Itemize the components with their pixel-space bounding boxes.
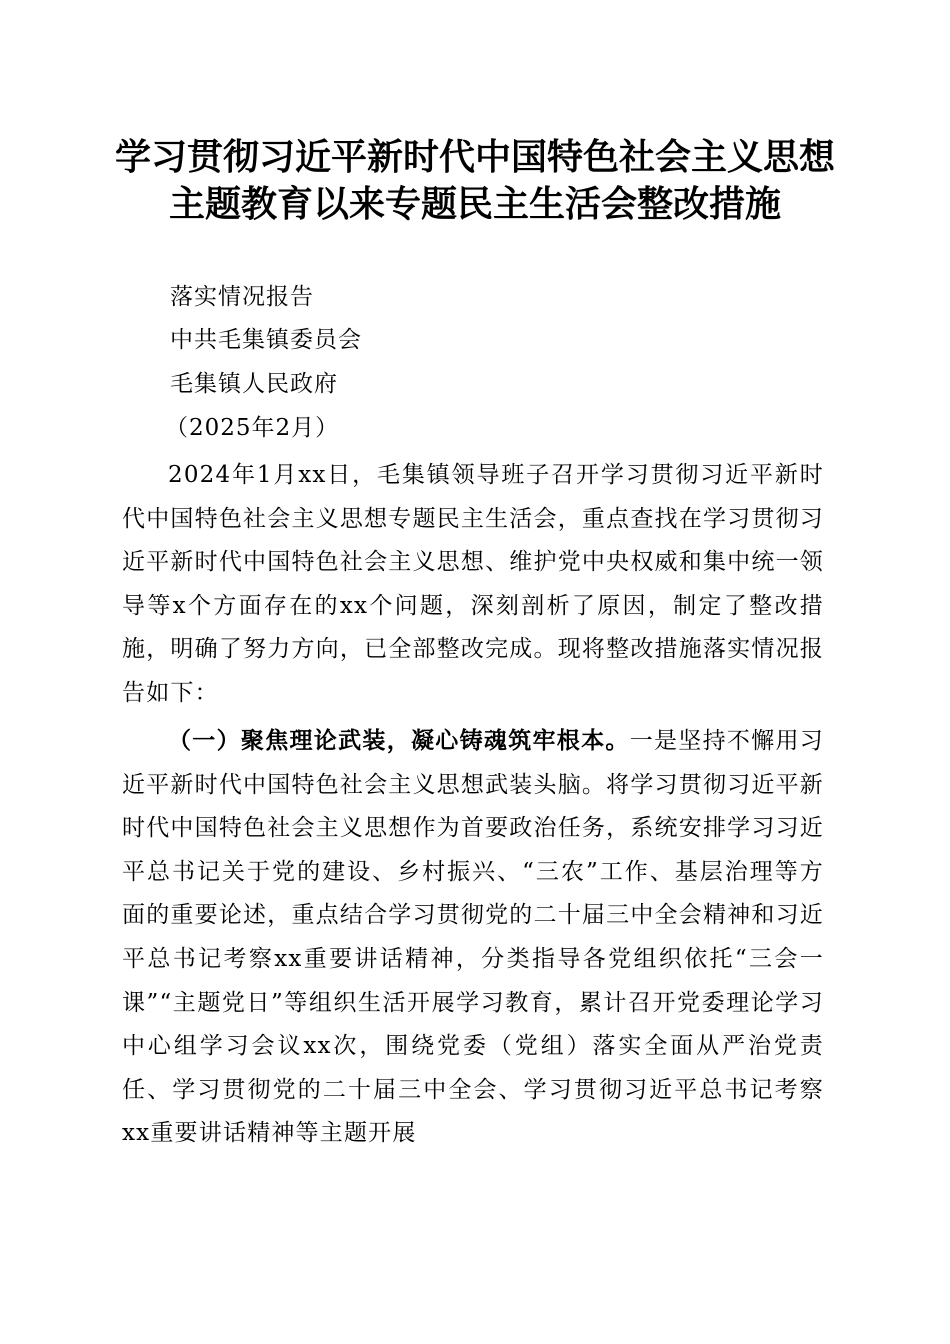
document-subtitle: 落实情况报告 xyxy=(170,284,314,310)
body-paragraph-section-1 xyxy=(122,720,824,1156)
document-title-line-2: 主题教育以来专题民主生活会整改措施 xyxy=(168,184,781,225)
issuing-organization-government: 毛集镇人民政府 xyxy=(170,371,338,397)
document-title-line-1: 学习贯彻习近平新时代中国特色社会主义思想 xyxy=(114,137,835,178)
document-date: （2025年2月） xyxy=(165,415,340,441)
issuing-organization-party-committee: 中共毛集镇委员会 xyxy=(170,327,362,353)
body-paragraph-intro: 2024年1月xx日，毛集镇领导班子召开学习贯彻习近平新时代中国特色社会主义思想专题民主生活会，重点查找在学习贯彻习近平新时代中国特色社会主义思想、维护党中央权威和集中统一领导等x个方面存在的xx个问题，深刻剖析了原因，制定了整改措施，明确了努力方向，已全部整改完成。现将整改措施落实情况报告如下： xyxy=(122,462,824,706)
section-1-body: 一是坚持不懈用习近平新时代中国特色社会主义思想武装头脑。将学习贯彻习近平新时代中国特色社会主义思想作为首要政治任务，系统安排学习习近平总书记关于党的建设、乡村振兴、“三农”工作、基层治理等方面的重要论述，重点结合学习贯彻党的二十届三中全会精神和习近平总书记考察xx重要讲话精神，分类指导各党组织依托“三会一课”“主题党日”等组织生活开展学习教育，累计召开党委理论学习中心组学习会议xx次，围绕党委（党组）落实全面从严治党责任、学习贯彻党的二十届三中全会、学习贯彻习近平总书记考察xx重要讲话精神等主题开展 xyxy=(122,728,824,1147)
section-1-heading: （一）聚焦理论武装，凝心铸魂筑牢根本。 xyxy=(168,728,630,754)
